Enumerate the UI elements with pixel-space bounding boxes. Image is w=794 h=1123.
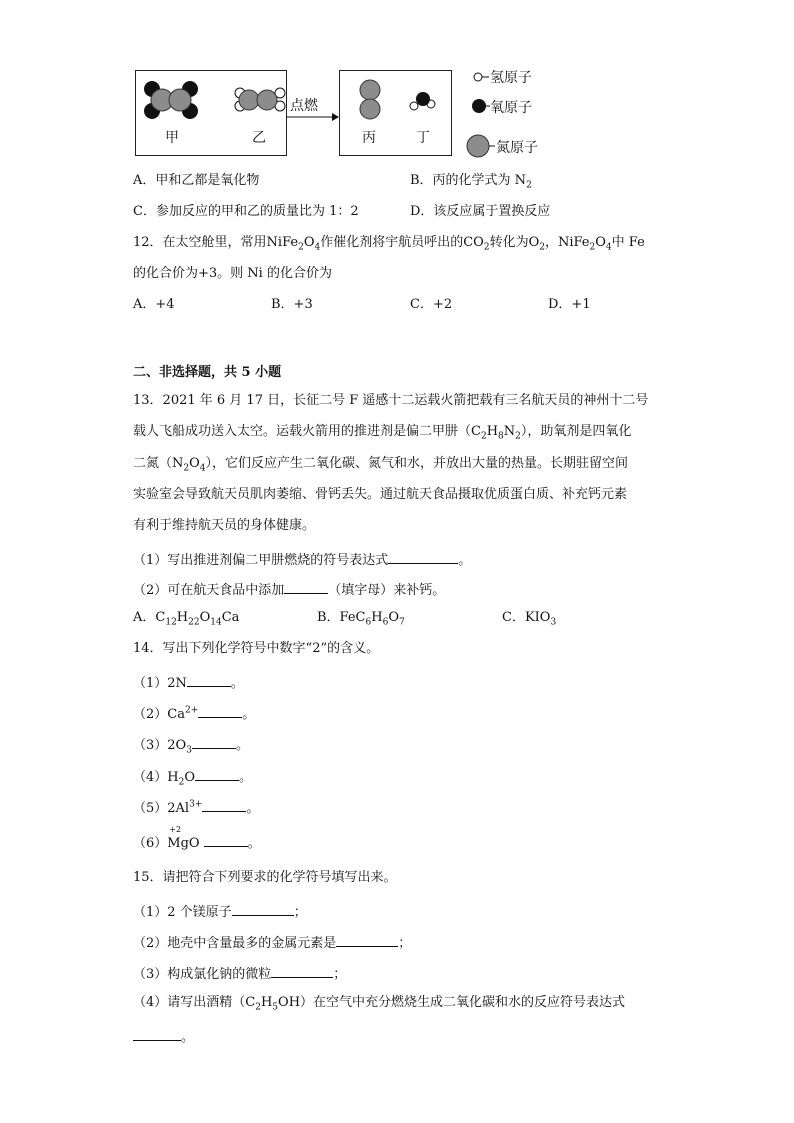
answer-blank[interactable]	[204, 832, 248, 847]
legend-nitrogen: 氮原子	[496, 140, 538, 156]
q12-stem-line1: 12．在太空舱里，常用$NiFe_2O_4$作催化剂将宇航员呼出的$CO_2$转化为$O_2$，$NiFe_2O_4$中 Fe	[133, 235, 645, 253]
q12-option-c: C．+2	[410, 297, 453, 312]
q15-item4-answer: 。	[133, 1026, 194, 1047]
molecule-jia	[144, 81, 198, 119]
answer-blank[interactable]	[192, 734, 236, 749]
answer-blank[interactable]	[198, 703, 242, 718]
q13-line1: 13．2021 年 6 月 17 日，长征二号 F 遥感十二运载火箭把载有三名航天员的神州十二号	[133, 393, 649, 408]
q13-sub1: （1）写出推进剂偏二甲肼燃烧的符号表达式 。	[133, 549, 471, 570]
q13-line4: 实验室会导致航天员肌肉萎缩、骨钙丢失。通过航天食品摄取优质蛋白质、补充钙元素	[133, 487, 628, 502]
q15-item2: （2）地壳中含量最多的金属元素是 ；	[133, 932, 411, 953]
q15-item4: （4）请写出酒精$(C_2H_5OH)$在空气中充分燃烧生成二氧化碳和水的反应符号表达式	[133, 995, 626, 1013]
q13-option-a: A．$C_{12}H_{22}O_{14}Ca$	[133, 610, 240, 628]
q13-line2: 载人飞船成功送入太空。运载火箭用的推进剂是偏二甲肼$(C_2H_8N_2)$，助氧剂是四氧化	[133, 424, 632, 442]
answer-blank[interactable]	[195, 766, 239, 781]
q13-option-b: B．$FeC_6H_6O_7$	[317, 610, 405, 628]
q13-line5: 有利于维持航天员的身体健康。	[133, 518, 316, 533]
molecule-diagram	[0, 0, 794, 170]
answer-blank[interactable]	[187, 672, 231, 687]
q12-option-d: D．+1	[548, 297, 591, 312]
answer-blank[interactable]	[133, 1026, 181, 1041]
q14-item3: $(3)2O_3$ 。	[133, 734, 249, 755]
answer-blank[interactable]	[202, 797, 246, 812]
answer-blank[interactable]	[271, 963, 333, 978]
q14-item1: （1）2N 。	[133, 672, 244, 693]
q11-option-a: A．甲和乙都是氧化物	[133, 173, 260, 188]
q14-item6: （6） +2 MgO 。	[133, 825, 261, 851]
molecule-yi	[235, 88, 285, 111]
arrow-label: 点燃	[290, 98, 318, 114]
answer-blank[interactable]	[284, 579, 328, 594]
q14-item2: $(2)Ca^{2+}$ 。	[133, 703, 255, 724]
answer-blank[interactable]	[388, 549, 458, 564]
q13-line3: 二氮$(N_2O_4)$，它们反应产生二氧化碳、氮气和水，并放出大量的热量。长期驻留空间	[133, 456, 629, 474]
molecule-bing	[360, 80, 380, 119]
q13-sub2: （2）可在航天食品中添加 （填字母）来补钙。	[133, 579, 445, 600]
q12-option-b: B．+3	[271, 297, 313, 312]
q11-option-c: C．参加反应的甲和乙的质量比为 1：2	[133, 204, 359, 219]
label-ding: 丁	[416, 130, 430, 146]
q14-title: 14．写出下列化学符号中数字“2”的含义。	[133, 641, 380, 656]
q11-option-b: B．丙的化学式为 $N_2$	[410, 173, 532, 191]
q15-item1: （1）2 个镁原子 ；	[133, 901, 307, 922]
legend-hydrogen: 氢原子	[490, 70, 532, 86]
q12-option-a: A．+4	[133, 297, 175, 312]
q14-item4: $(4)H_2O$ 。	[133, 766, 252, 787]
q14-item5: $(5)2Al^{3+}$ 。	[133, 797, 259, 818]
answer-blank[interactable]	[336, 932, 398, 947]
answer-blank[interactable]	[232, 901, 294, 916]
q13-option-c: C．$KIO_3$	[502, 610, 557, 628]
label-jia: 甲	[165, 130, 179, 146]
molecule-ding	[410, 92, 435, 110]
legend-oxygen: 氧原子	[490, 100, 532, 116]
section-title: 二、非选择题，共 5 小题	[133, 365, 282, 380]
q15-item3: （3）构成氯化钠的微粒 ；	[133, 963, 346, 984]
label-bing: 丙	[362, 130, 376, 146]
q15-title: 15．请把符合下列要求的化学符号填写出来。	[133, 870, 397, 885]
q11-option-d: D．该反应属于置换反应	[410, 204, 551, 219]
label-yi: 乙	[252, 130, 266, 146]
q12-stem-line2: 的化合价为+3。则 Ni 的化合价为	[133, 266, 332, 281]
